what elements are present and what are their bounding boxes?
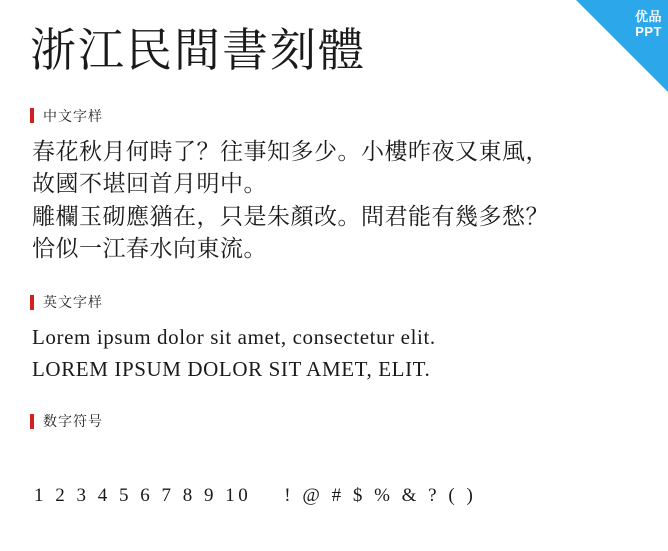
sample-text-numbers [26, 441, 642, 551]
ribbon-label [635, 9, 662, 39]
section-accent-bar [30, 414, 34, 429]
ribbon-label-line1: 优品 [634, 9, 662, 24]
sample-line: 春花秋月何時了？往事知多少。小樓昨夜又東風， [32, 138, 549, 164]
page-title: 浙江民間書刻體 [30, 25, 366, 76]
section-accent-bar [30, 295, 34, 310]
section-accent-bar [30, 108, 34, 123]
section-label-chinese: 中文字样 [43, 107, 103, 124]
section-header-numbers [26, 411, 642, 431]
sample-text-chinese [26, 136, 642, 267]
sample-line: Lorem ipsum dolor sit amet, consectetur elit. [32, 325, 436, 350]
sample-line: LOREM IPSUM DOLOR SIT AMET, ELIT. [32, 356, 431, 381]
sample-text-english [26, 322, 642, 385]
section-header-chinese [26, 106, 642, 126]
ribbon-label-line2: PPT [635, 24, 662, 39]
sample-line: 雕欄玉砌應猶在，只是朱顏改。問君能有幾多愁？ [32, 203, 549, 229]
section-header-english [26, 292, 642, 312]
section-label-english: 英文字样 [43, 294, 103, 311]
sample-line: 1 2 3 4 5 6 7 8 9 10 ! @ # $ % & ? ( ) [34, 485, 477, 507]
sample-line: 恰似一江春水向東流。 [32, 236, 267, 262]
sample-line: 故國不堪回首月明中。 [32, 171, 267, 197]
section-label-numbers: 数字符号 [43, 413, 103, 430]
corner-ribbon [576, 0, 668, 92]
